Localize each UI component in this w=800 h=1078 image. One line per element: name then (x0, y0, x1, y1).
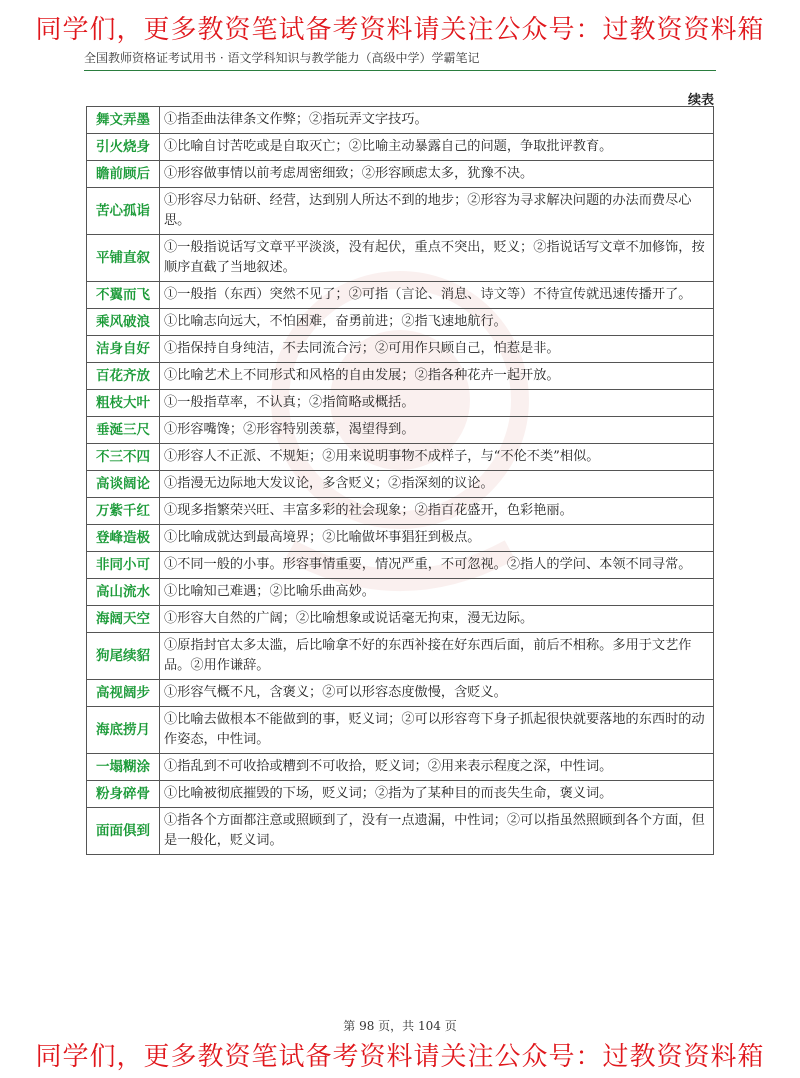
idiom-definition: ①一般指说话写文章平平淡淡，没有起伏，重点不突出，贬义；②指说话写文章不加修饰，按顺序直截了当地叙述。 (160, 235, 714, 282)
idiom-definition: ①比喻知己难遇；②比喻乐曲高妙。 (160, 579, 714, 606)
table-row (87, 606, 714, 633)
table-row (87, 471, 714, 498)
idiom-term: 乘风破浪 (87, 309, 160, 336)
idiom-definition: ①比喻被彻底摧毁的下场，贬义词；②指为了某种目的而丧失生命，褒义词。 (160, 781, 714, 808)
idiom-definition: ①比喻去做根本不能做到的事，贬义词；②可以形容弯下身子抓起很快就要落地的东西时的动作姿态，中性词。 (160, 707, 714, 754)
idiom-definition: ①指保持自身纯洁，不去同流合污；②可用作只顾自己，怕惹是非。 (160, 336, 714, 363)
idiom-definition: ①指漫无边际地大发议论，多含贬义；②指深刻的议论。 (160, 471, 714, 498)
idiom-term: 垂涎三尺 (87, 417, 160, 444)
table-row (87, 282, 714, 309)
idiom-definition: ①形容尽力钻研、经营，达到别人所达不到的地步；②形容为寻求解决问题的办法而费尽心思。 (160, 188, 714, 235)
idiom-definition: ①不同一般的小事。形容事情重要，情况严重，不可忽视。②指人的学问、本领不同寻常。 (160, 552, 714, 579)
idiom-definition: ①形容嘴馋；②形容特别羡慕，渴望得到。 (160, 417, 714, 444)
table-row (87, 680, 714, 707)
idiom-term: 引火烧身 (87, 134, 160, 161)
table-row (87, 363, 714, 390)
idiom-definition: ①比喻成就达到最高境界；②比喻做坏事猖狂到极点。 (160, 525, 714, 552)
idiom-definition: ①比喻艺术上不同形式和风格的自由发展；②指各种花卉一起开放。 (160, 363, 714, 390)
idiom-term: 狗尾续貂 (87, 633, 160, 680)
table-row (87, 525, 714, 552)
table-row (87, 161, 714, 188)
idiom-definition: ①一般指（东西）突然不见了；②可指（言论、消息、诗文等）不待宣传就迅速传播开了。 (160, 282, 714, 309)
header-rule (84, 70, 716, 71)
table-row (87, 754, 714, 781)
idiom-term: 海阔天空 (87, 606, 160, 633)
book-subtitle: 全国教师资格证考试用书 · 语文学科知识与教学能力（高级中学）学霸笔记 (84, 51, 480, 65)
idiom-term: 高视阔步 (87, 680, 160, 707)
table-row (87, 444, 714, 471)
idiom-term: 高谈阔论 (87, 471, 160, 498)
table-row (87, 417, 714, 444)
page-number: 第 98 页，共 104 页 (343, 1019, 457, 1033)
idiom-term: 粗枝大叶 (87, 390, 160, 417)
continued-label: 续表 (687, 93, 714, 108)
idiom-definition: ①指乱到不可收拾或糟到不可收拾，贬义词；②用来表示程度之深，中性词。 (160, 754, 714, 781)
idiom-definition: ①比喻自讨苦吃或是自取灭亡；②比喻主动暴露自己的问题，争取批评教育。 (160, 134, 714, 161)
table-row (87, 188, 714, 235)
idiom-definition: ①形容人不正派、不规矩；②用来说明事物不成样子，与“不伦不类”相似。 (160, 444, 714, 471)
idiom-term: 高山流水 (87, 579, 160, 606)
table-row (87, 235, 714, 282)
table-row (87, 134, 714, 161)
table-row (87, 633, 714, 680)
idiom-term: 平铺直叙 (87, 235, 160, 282)
idiom-term: 不翼而飞 (87, 282, 160, 309)
table-row (87, 781, 714, 808)
table-row (87, 309, 714, 336)
table-row (87, 107, 714, 134)
idiom-term: 洁身自好 (87, 336, 160, 363)
idiom-term: 非同小可 (87, 552, 160, 579)
idiom-definition: ①指各个方面都注意或照顾到了，没有一点遗漏，中性词；②可以指虽然照顾到各个方面，但是一般化，贬义词。 (160, 808, 714, 855)
idiom-term: 舞文弄墨 (87, 107, 160, 134)
idiom-term: 不三不四 (87, 444, 160, 471)
idiom-definition: ①原指封官太多太滥，后比喻拿不好的东西补接在好东西后面，前后不相称。多用于文艺作品。②用作谦辞。 (160, 633, 714, 680)
table-row (87, 552, 714, 579)
idiom-table (86, 106, 714, 855)
table-row (87, 707, 714, 754)
idiom-term: 登峰造极 (87, 525, 160, 552)
table-row (87, 498, 714, 525)
idiom-term: 百花齐放 (87, 363, 160, 390)
idiom-term: 海底捞月 (87, 707, 160, 754)
table-row (87, 579, 714, 606)
idiom-term: 瞻前顾后 (87, 161, 160, 188)
idiom-definition: ①指歪曲法律条文作弊；②指玩弄文字技巧。 (160, 107, 714, 134)
idiom-term: 粉身碎骨 (87, 781, 160, 808)
table-row (87, 808, 714, 855)
idiom-definition: ①现多指繁荣兴旺、丰富多彩的社会现象；②指百花盛开，色彩艳丽。 (160, 498, 714, 525)
promo-banner-bottom: 同学们，更多教资笔试备考资料请关注公众号：过教资资料箱 (35, 1042, 765, 1072)
idiom-term: 面面俱到 (87, 808, 160, 855)
idiom-definition: ①比喻志向远大，不怕困难，奋勇前进；②指飞速地航行。 (160, 309, 714, 336)
table-row (87, 336, 714, 363)
idiom-term: 苦心孤诣 (87, 188, 160, 235)
idiom-definition: ①形容大自然的广阔；②比喻想象或说话毫无拘束，漫无边际。 (160, 606, 714, 633)
idiom-definition: ①形容气概不凡，含褒义；②可以形容态度傲慢，含贬义。 (160, 680, 714, 707)
idiom-term: 万紫千红 (87, 498, 160, 525)
idiom-definition: ①一般指草率，不认真；②指简略或概括。 (160, 390, 714, 417)
idiom-definition: ①形容做事情以前考虑周密细致；②形容顾虑太多，犹豫不决。 (160, 161, 714, 188)
promo-banner-top: 同学们，更多教资笔试备考资料请关注公众号：过教资资料箱 (35, 15, 765, 45)
idiom-term: 一塌糊涂 (87, 754, 160, 781)
table-row (87, 390, 714, 417)
